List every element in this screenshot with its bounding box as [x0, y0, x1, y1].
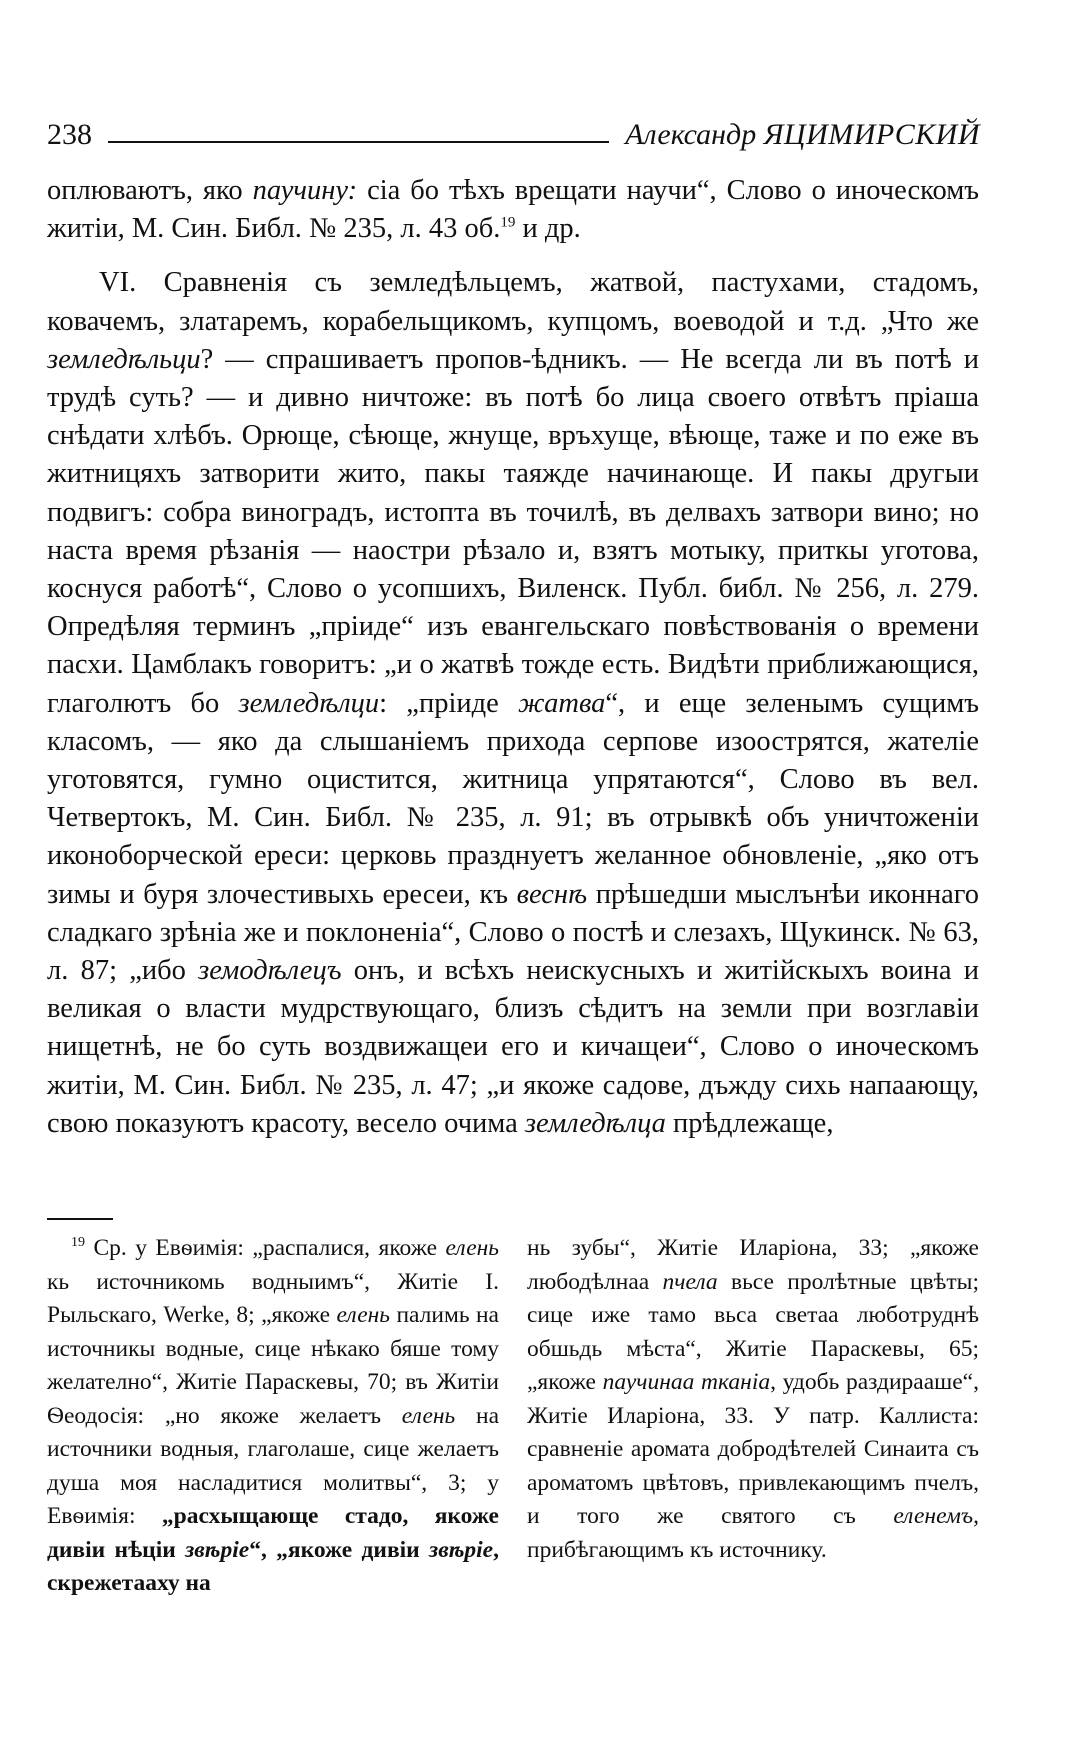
text-run: VI. Сравненія съ земледѣльцемъ, жатвой, пастухами, стадомъ, ковачемъ, златаремъ, корабельщикомъ, купцомъ, воеводой и т.д. „Что же	[47, 267, 979, 337]
italic-term: елень	[336, 1302, 390, 1328]
bold-quote: “, „якоже дивіи	[249, 1536, 430, 1563]
text-run: палимь на источникы водные, сице нѣкако бяше тому желателно“, Житіе Параскевы, 70; въ Житіи Ѳеодосія: „но якоже желаетъ	[47, 1302, 499, 1429]
italic-term: елень	[445, 1235, 499, 1261]
text-run: вьсе пролѣтные цвѣты; сице иже тамо вьса светаа люботруднѣ обшьдь мѣста“, Житіе Параскевы, 65; „якоже	[527, 1268, 979, 1395]
footnote-19-continued	[527, 1232, 979, 1567]
italic-term: паучинаа тканіа	[602, 1369, 771, 1395]
author-surname: ЯЦИМИРСКИЙ	[763, 118, 980, 151]
bold-quote: , скрежетааху на	[47, 1536, 499, 1596]
italic-term: еленемъ	[893, 1503, 974, 1529]
text-run: “, и еще зеленымъ сущимъ класомъ, — яко да слышаніемъ прихода серпове изоострятся, жателіе уготовятся, гумно оцистится, житница упрятаются“, Слово въ вел. Четвертокъ, М. Син. Библ. № 235, л. 91; въ отрывкѣ объ уничтоженіи иконоборческой ереси: церковь празднуетъ желанное обновленіе, „яко отъ зимы и буря злочестивыхь ересеи, къ	[47, 687, 979, 910]
page-number: 238	[47, 118, 92, 151]
text-run: : „пріиде	[379, 687, 518, 719]
text-run: оплюваютъ, яко	[47, 175, 253, 206]
italic-term: земледѣльци	[47, 343, 201, 375]
footnote-separator	[47, 1218, 113, 1220]
paragraph	[47, 172, 979, 248]
text-run: онъ, и всѣхъ неискусныхъ и житійскыхъ воина и великая о власти мудрствующаго, близъ сѣдитъ на земли при возглавіи нищетнѣ, не бо суть воздвижащеи его и кичащеи“, Слово о иноческомъ житіи, М. Син. Библ. № 235, л. 47; „и якоже садове, дъжду сихь напаающу, свою показуютъ красоту, весело очима	[47, 955, 979, 1139]
footnote-reference[interactable]: 19	[500, 214, 516, 231]
italic-term: жатва	[518, 687, 606, 719]
text-run: ? — спрашиваетъ пропов‑ѣдникъ. — Не всегда ли въ потѣ и трудѣ суть? — и дивно ничтоже: въ потѣ бо лица своего отвѣтъ пріаша снѣдати хлѣбъ. Орюще, сѣюще, жнуще, връхуще, вѣюще, таже и по еже въ житницяхъ затворити жито, пакы таяжде начинающе. И пакы другыи подвигъ: собра виноградъ, истопта въ точилѣ, въ делвахъ затвори вино; но наста время рѣзанія — наостри рѣзало и, взятъ мотыку, приткы уготова, коснуся работѣ“, Слово о усопшихъ, Виленск. Публ. библ. № 256, л. 279. Опредѣляя терминъ „пріиде“ изъ евангельскаго повѣствованія о времени пасхи. Цамблакъ говоритъ: „и о жатвѣ тождe есть. Видѣти приближающися, глаголютъ бо	[47, 343, 979, 719]
text-run: и др.	[515, 213, 581, 245]
footnote-column-right	[527, 1232, 979, 1601]
footnote-mark: 19	[71, 1235, 85, 1251]
italic-term: пчела	[662, 1268, 718, 1295]
text-run: прѣшедши мыслънѣи иконнаго сладкаго зрѣніа же и поклоненіа“, Слово о постѣ и слезахъ, Щукинск. № 63, л. 87; „ибо	[47, 878, 979, 987]
text-run: кь источникомь водныимъ“, Житіе І. Рыльскаго, Werke, 8; „якоже	[47, 1268, 499, 1328]
bold-italic-term: звѣріе	[185, 1536, 250, 1563]
text-run: , прибѣгающимъ къ источнику.	[527, 1503, 979, 1563]
text-run: , удобь раздирааше“, Житіе Иларіона, 33. У патр. Каллиста: сравненіе аромата добродѣтелей Синаита съ ароматомъ цвѣтовъ, привлекающимъ пчелъ, и того же святого съ	[527, 1369, 979, 1529]
text-run: сіа бо тѣхъ врещати научи“, Слово о иноческомъ житіи, М. Син. Библ. № 235, л. 43 об.	[47, 175, 979, 245]
italic-term: паучину:	[252, 175, 358, 206]
italic-term: земодѣлецъ	[198, 955, 342, 987]
text-run: прѣдлежаще,	[665, 1107, 834, 1139]
running-header-author	[625, 118, 980, 152]
header-rule	[108, 141, 609, 143]
bold-italic-term: звѣріе	[429, 1536, 494, 1563]
text-run: нь зубы“, Житіе Иларіона, 33; „якоже любодѣлнаа	[527, 1235, 979, 1295]
footnote-19	[47, 1232, 499, 1601]
italic-term: земледѣлци	[238, 687, 380, 719]
footnote-column-left	[47, 1232, 499, 1601]
text-run: Ср. у Евѳимія: „распалися, якоже	[85, 1235, 446, 1261]
italic-term: елень	[401, 1402, 456, 1429]
italic-term: земледѣлца	[524, 1107, 666, 1139]
paragraph	[47, 264, 979, 1143]
running-header	[47, 112, 980, 152]
footnotes	[47, 1232, 979, 1601]
bold-quote: „расхыщающе стадо, якоже дивіи нѣціи	[47, 1503, 499, 1563]
italic-term: веснѣ	[516, 878, 588, 910]
main-text	[47, 172, 979, 1143]
text-run: на источники водныя, глаголаше, сице желаетъ душа моя насладитися молитвы“, 3; у Евѳимія:	[47, 1402, 499, 1529]
author-given-name: Александр	[625, 118, 757, 151]
